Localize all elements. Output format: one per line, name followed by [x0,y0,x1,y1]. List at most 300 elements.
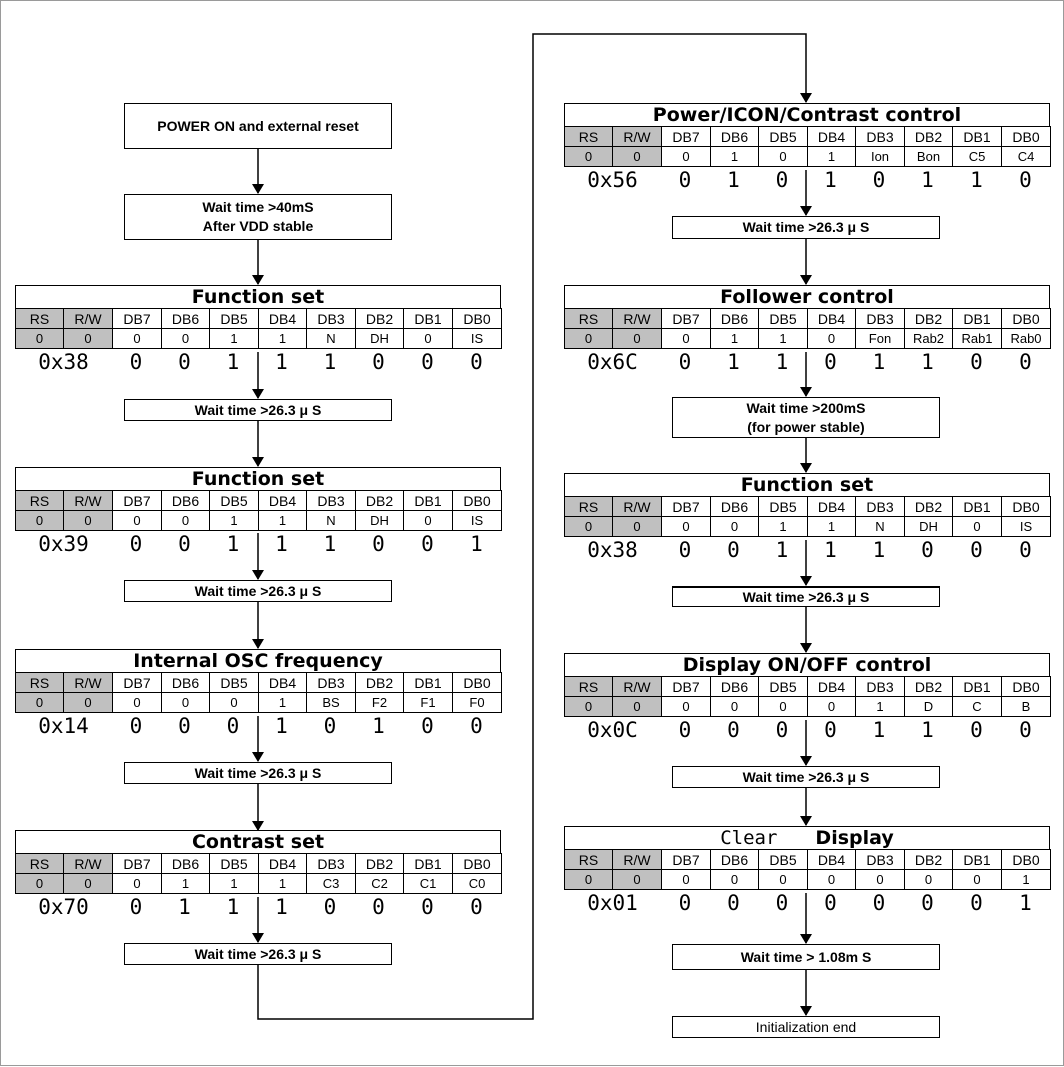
header-cell: DB3 [856,127,905,147]
value-cell: 0 [662,329,711,349]
header-cell: DB7 [662,309,711,329]
wait-box-7 [672,766,940,788]
wait-label: Wait time >26.3 μ S [194,582,322,599]
bit-value: 0 [470,895,483,919]
display-on-off-block [564,653,1050,744]
value-cell: 0 [613,517,662,537]
value-cell: 1 [210,329,259,349]
value-cell: 1 [259,511,307,531]
header-cell: DB7 [113,673,162,693]
header-cell: R/W [64,673,113,693]
header-cell: RS [16,491,64,511]
header-cell: DB1 [404,309,453,329]
bit-value: 0 [775,718,789,742]
header-row [565,309,1051,329]
value-row [565,697,1051,717]
bit-value: 0 [921,891,934,915]
bit-value: 0 [226,714,240,738]
value-cell: Ion [856,147,905,167]
bit-value: 0 [678,350,692,374]
value-cell: 0 [64,511,113,531]
hex-row [15,349,501,376]
register-table [15,853,502,894]
function-set-block-1 [15,285,501,376]
header-row [16,673,502,693]
power-on-label: POWER ON and external reset [157,117,359,134]
value-cell: IS [453,329,502,349]
wait-200-line1: Wait time >200mS [746,399,866,416]
hex-row [564,167,1050,194]
header-cell: RS [565,497,613,517]
value-cell: 0 [711,870,759,890]
header-cell: DB5 [210,854,259,874]
header-cell: DB4 [808,677,856,697]
header-cell: DB4 [259,491,307,511]
value-cell: 0 [16,874,64,894]
header-cell: DB3 [307,673,356,693]
register-table [564,496,1051,537]
hex-code: 0x39 [38,532,89,556]
header-row [565,497,1051,517]
bit-value: 0 [872,891,886,915]
value-cell: C0 [453,874,502,894]
header-cell: DB7 [662,677,711,697]
value-cell: 0 [162,693,210,713]
register-table [564,676,1051,717]
bit-value: 0 [129,895,143,919]
wait-clear-label: Wait time > 1.08m S [740,948,872,965]
hex-row [564,890,1050,917]
hex-row [15,713,501,740]
value-cell: 0 [953,517,1002,537]
value-cell: DH [356,329,404,349]
value-cell: C1 [404,874,453,894]
wait-label: Wait time >26.3 μ S [742,588,870,605]
value-cell: 0 [662,697,711,717]
hex-row [15,531,501,558]
bit-value: 1 [970,168,983,192]
bit-value: 1 [727,168,740,192]
wait-label: Wait time >26.3 μ S [194,401,322,418]
header-cell: DB2 [905,850,953,870]
value-cell: F1 [404,693,453,713]
header-cell: RS [565,127,613,147]
wait-vdd-line1: Wait time >40mS [202,199,314,215]
bit-value: 1 [727,350,740,374]
header-cell: DB1 [953,850,1002,870]
value-cell: 0 [64,693,113,713]
follower-control-block [564,285,1050,376]
value-cell: 0 [162,329,210,349]
value-cell: Fon [856,329,905,349]
wait-200ms-box [672,397,940,438]
header-row [565,850,1051,870]
value-cell: 1 [759,329,808,349]
header-cell: DB4 [808,127,856,147]
value-cell: Rab1 [953,329,1002,349]
value-cell: 1 [856,697,905,717]
header-cell: DB5 [759,677,808,697]
value-cell: 1 [259,329,307,349]
block-title [15,467,501,490]
bit-value: 1 [872,718,886,742]
header-cell: RS [565,677,613,697]
header-row [565,677,1051,697]
header-row [16,854,502,874]
value-cell: 0 [565,697,613,717]
wait-200-line2: (for power stable) [747,418,865,435]
value-cell: 0 [613,697,662,717]
block-title-text: Function set [191,286,325,308]
header-cell: RS [16,854,64,874]
bit-value: 0 [775,168,789,192]
value-cell: 1 [210,511,259,531]
header-cell: DB0 [1002,850,1051,870]
wait-clear-box [672,944,940,970]
bit-value: 0 [323,895,337,919]
value-cell: 0 [759,870,808,890]
bit-value: 0 [421,532,434,556]
header-cell: DB5 [210,491,259,511]
value-cell: 1 [808,517,856,537]
bit-value: 1 [872,350,886,374]
header-cell: DB6 [711,309,759,329]
value-cell: Rab0 [1002,329,1051,349]
clear-display-block [564,826,1050,917]
bit-value: 1 [921,168,934,192]
value-cell: 0 [113,329,162,349]
register-table [15,490,502,531]
header-cell: R/W [64,854,113,874]
value-cell: 0 [613,329,662,349]
header-cell: DB4 [259,854,307,874]
bit-value: 1 [372,714,385,738]
header-cell: RS [565,850,613,870]
value-cell: 1 [808,147,856,167]
value-cell: DH [356,511,404,531]
header-cell: DB5 [210,673,259,693]
header-cell: R/W [613,309,662,329]
bit-value: 1 [226,895,240,919]
bit-value: 0 [824,350,837,374]
register-table [564,126,1051,167]
value-cell: 1 [259,874,307,894]
header-cell: DB0 [453,854,502,874]
value-cell: 0 [905,870,953,890]
bit-value: 0 [421,895,434,919]
power-icon-contrast-block [564,103,1050,194]
block-title-text: Contrast set [191,831,325,853]
header-cell: DB6 [162,854,210,874]
header-cell: DB5 [759,497,808,517]
header-cell: DB1 [953,677,1002,697]
header-cell: DB0 [1002,309,1051,329]
bit-value: 0 [323,714,337,738]
block-title [564,473,1050,496]
bit-value: 0 [824,718,837,742]
bit-value: 0 [824,891,837,915]
header-cell: DB7 [113,854,162,874]
bit-value: 0 [872,168,886,192]
wait-vdd-line2: After VDD stable [202,218,314,234]
header-cell: DB1 [953,309,1002,329]
header-cell: DB0 [1002,127,1051,147]
header-cell: DB5 [759,309,808,329]
header-cell: DB2 [905,127,953,147]
block-title-text: Function set [740,474,874,496]
initialization-end-label: Initialization end [755,1018,857,1035]
value-cell: 0 [565,147,613,167]
value-cell: 0 [613,147,662,167]
bit-value: 1 [178,895,191,919]
value-cell: 0 [16,329,64,349]
value-cell: F0 [453,693,502,713]
header-cell: R/W [64,491,113,511]
contrast-set-block [15,830,501,921]
header-cell: DB0 [1002,677,1051,697]
wait-vdd-box [124,194,392,240]
value-cell: 0 [808,329,856,349]
bit-value: 1 [824,168,837,192]
header-cell: R/W [613,127,662,147]
header-cell: DB6 [162,309,210,329]
header-cell: DB1 [404,491,453,511]
header-cell: DB5 [759,850,808,870]
wait-label: Wait time >26.3 μ S [194,764,322,781]
value-cell: 0 [16,693,64,713]
header-row [16,491,502,511]
bit-value: 1 [775,538,789,562]
value-cell: DH [905,517,953,537]
bit-value: 1 [775,350,789,374]
header-cell: DB4 [259,309,307,329]
header-cell: DB2 [905,677,953,697]
hex-row [564,349,1050,376]
wait-box-5 [672,216,940,239]
value-cell: N [307,511,356,531]
value-row [565,147,1051,167]
bit-value: 0 [970,718,983,742]
block-title-text: Follower control [720,286,894,308]
header-row [565,127,1051,147]
bit-value: 0 [421,350,434,374]
value-cell: C3 [307,874,356,894]
header-cell: RS [565,309,613,329]
header-cell: DB4 [259,673,307,693]
value-cell: 0 [113,693,162,713]
value-cell: 1 [259,693,307,713]
header-cell: DB3 [307,309,356,329]
bit-value: 1 [226,532,240,556]
bit-value: 0 [178,532,191,556]
value-cell: 1 [1002,870,1051,890]
bit-value: 1 [226,350,240,374]
block-title-text: Power/ICON/Contrast control [652,104,962,126]
register-table [15,672,502,713]
value-cell: N [307,329,356,349]
value-row [16,511,502,531]
block-title [15,285,501,308]
header-cell: DB7 [113,491,162,511]
block-title-part-a: Clear [720,827,778,849]
header-cell: DB6 [162,673,210,693]
wait-box-6 [672,586,940,607]
value-cell: 0 [16,511,64,531]
hex-row [564,537,1050,564]
header-cell: DB3 [307,854,356,874]
value-cell: 0 [711,517,759,537]
value-cell: 1 [711,329,759,349]
bit-value: 0 [129,350,143,374]
header-cell: DB1 [953,127,1002,147]
bit-value: 0 [775,891,789,915]
wait-label: Wait time >26.3 μ S [742,768,870,785]
register-table [15,308,502,349]
header-cell: DB7 [113,309,162,329]
value-cell: C4 [1002,147,1051,167]
value-cell: 0 [113,874,162,894]
header-cell: RS [16,309,64,329]
value-cell: Rab2 [905,329,953,349]
value-cell: C2 [356,874,404,894]
header-cell: DB4 [808,497,856,517]
value-cell: 0 [64,874,113,894]
value-cell: 1 [711,147,759,167]
value-row [565,517,1051,537]
header-cell: DB7 [662,127,711,147]
wait-label: Wait time >26.3 μ S [194,945,322,962]
value-cell: D [905,697,953,717]
hex-code: 0x0C [587,718,638,742]
header-row [16,309,502,329]
value-cell: 0 [565,329,613,349]
value-cell: 0 [162,511,210,531]
bit-value: 0 [470,350,483,374]
block-title [564,285,1050,308]
header-cell: DB3 [856,309,905,329]
bit-value: 0 [470,714,483,738]
hex-row [15,894,501,921]
function-set-block-3 [564,473,1050,564]
header-cell: DB1 [953,497,1002,517]
header-cell: DB1 [404,673,453,693]
bit-value: 0 [678,718,692,742]
header-cell: DB6 [711,677,759,697]
bit-value: 1 [275,350,288,374]
value-cell: C [953,697,1002,717]
block-title-text: Display ON/OFF control [682,654,932,676]
hex-row [564,717,1050,744]
value-cell: BS [307,693,356,713]
value-cell: F2 [356,693,404,713]
header-cell: DB2 [356,673,404,693]
value-cell: 0 [64,329,113,349]
bit-value: 0 [970,350,983,374]
bit-value: 0 [678,538,692,562]
power-on-box [124,103,392,149]
header-cell: DB5 [210,309,259,329]
bit-value: 1 [872,538,886,562]
bit-value: 0 [921,538,934,562]
bit-value: 1 [1019,891,1032,915]
block-title-part-b: Display [815,827,894,849]
header-cell: R/W [613,850,662,870]
wait-box-1 [124,399,392,421]
header-cell: DB4 [808,309,856,329]
value-cell: 0 [662,870,711,890]
value-row [565,870,1051,890]
value-cell: IS [1002,517,1051,537]
initialization-end-box [672,1016,940,1038]
osc-frequency-block [15,649,501,740]
bit-value: 0 [1019,718,1032,742]
block-title-text: Function set [191,468,325,490]
header-cell: DB1 [404,854,453,874]
register-table [564,308,1051,349]
value-row [16,693,502,713]
header-cell: DB5 [759,127,808,147]
bit-value: 1 [323,532,337,556]
function-set-block-2 [15,467,501,558]
value-cell: 0 [808,870,856,890]
wait-box-3 [124,762,392,784]
header-cell: DB3 [856,677,905,697]
value-row [16,329,502,349]
hex-code: 0x70 [38,895,89,919]
bit-value: 0 [372,350,385,374]
bit-value: 0 [129,532,143,556]
value-row [565,329,1051,349]
header-cell: DB2 [356,491,404,511]
header-cell: DB2 [356,854,404,874]
header-cell: DB0 [453,673,502,693]
bit-value: 1 [275,532,288,556]
header-cell: DB3 [307,491,356,511]
value-cell: 0 [808,697,856,717]
value-cell: 0 [953,870,1002,890]
bit-value: 0 [970,891,983,915]
value-cell: 0 [856,870,905,890]
value-row [16,874,502,894]
value-cell: 0 [662,517,711,537]
bit-value: 1 [921,350,934,374]
header-cell: DB2 [905,309,953,329]
value-cell: 0 [210,693,259,713]
value-cell: 1 [210,874,259,894]
header-cell: DB7 [662,850,711,870]
hex-code: 0x38 [38,350,89,374]
block-title [564,826,1050,849]
hex-code: 0x14 [38,714,89,738]
header-cell: DB0 [1002,497,1051,517]
header-cell: DB6 [162,491,210,511]
value-cell: 0 [404,329,453,349]
header-cell: DB7 [662,497,711,517]
bit-value: 0 [678,168,692,192]
header-cell: DB3 [856,497,905,517]
value-cell: C5 [953,147,1002,167]
header-cell: DB0 [453,491,502,511]
bit-value: 1 [323,350,337,374]
bit-value: 0 [678,891,692,915]
bit-value: 0 [372,895,385,919]
value-cell: 0 [711,697,759,717]
hex-code: 0x6C [587,350,638,374]
value-cell: 0 [404,511,453,531]
header-cell: DB3 [856,850,905,870]
bit-value: 0 [727,538,740,562]
block-title-text: Internal OSC frequency [133,650,383,672]
